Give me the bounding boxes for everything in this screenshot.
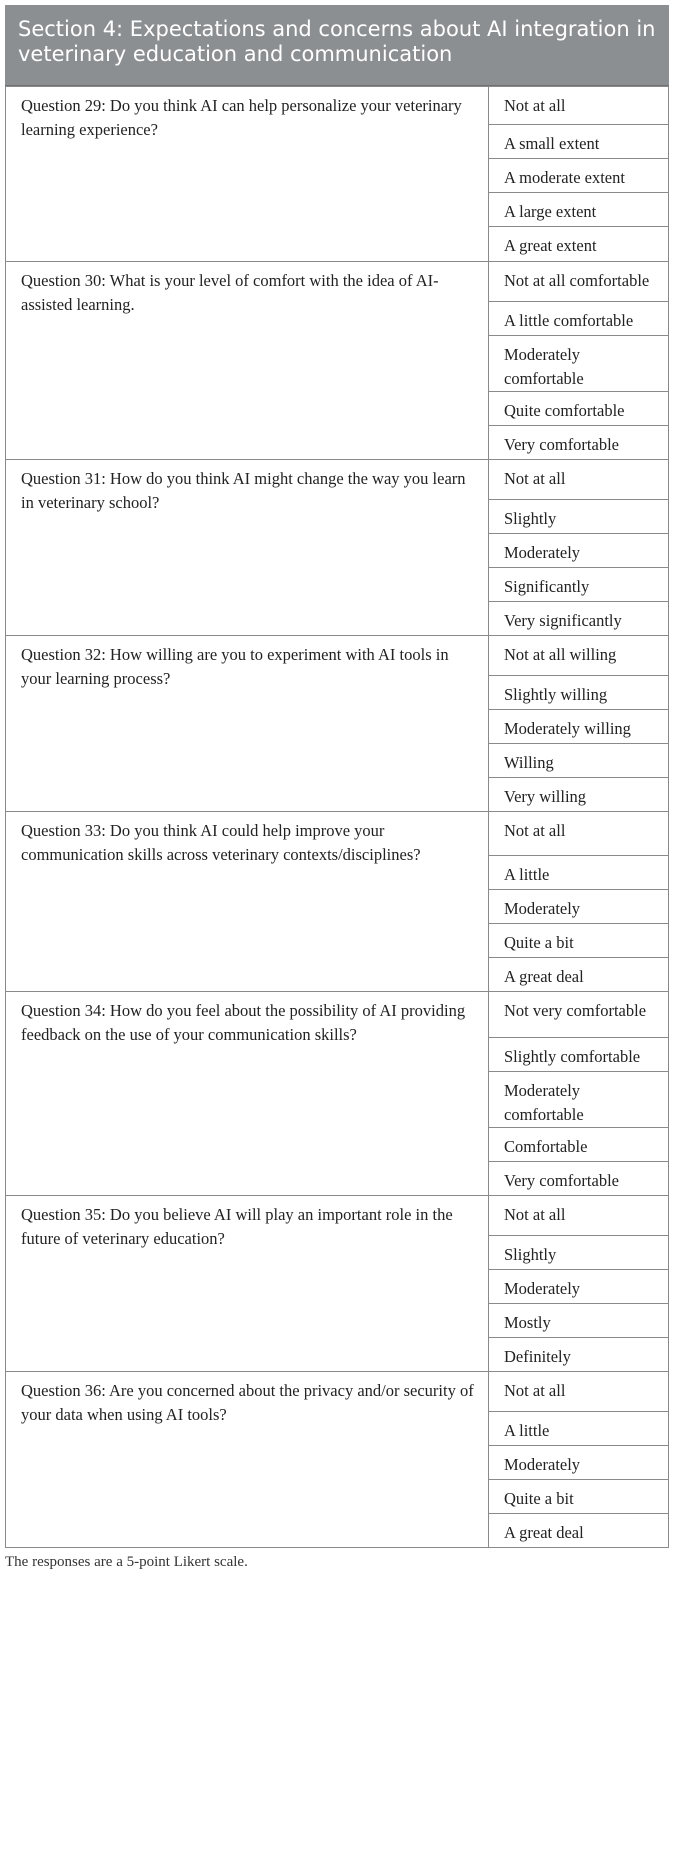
option-row: [6, 812, 669, 856]
option-row: [6, 1196, 669, 1236]
likert-option: Moderately: [489, 890, 669, 924]
likert-option: Moderately comfortable: [489, 1072, 669, 1128]
question-text: Question 32: How willing are you to experiment with AI tools in your learning process?: [6, 636, 489, 812]
likert-option: Slightly: [489, 500, 669, 534]
likert-option: Mostly: [489, 1304, 669, 1338]
likert-option: A great deal: [489, 958, 669, 992]
likert-option: A large extent: [489, 193, 669, 227]
likert-option: A small extent: [489, 125, 669, 159]
likert-option: Not at all: [489, 460, 669, 500]
likert-option: Quite comfortable: [489, 392, 669, 426]
likert-option: A little comfortable: [489, 302, 669, 336]
question-text: Question 30: What is your level of comfort with the idea of AI-assisted learning.: [6, 262, 489, 460]
question-text: Question 35: Do you believe AI will play an important role in the future of veterinary education?: [6, 1196, 489, 1372]
option-row: [6, 460, 669, 500]
likert-option: Moderately: [489, 1446, 669, 1480]
likert-option: Moderately: [489, 1270, 669, 1304]
question-text: Question 36: Are you concerned about the privacy and/or security of your data when using AI tools?: [6, 1372, 489, 1548]
likert-option: Very comfortable: [489, 1162, 669, 1196]
option-row: [6, 262, 669, 302]
likert-option: Significantly: [489, 568, 669, 602]
likert-option: Willing: [489, 744, 669, 778]
likert-option: A little: [489, 1412, 669, 1446]
option-row: [6, 1372, 669, 1412]
likert-option: Not at all: [489, 1196, 669, 1236]
likert-option: Moderately willing: [489, 710, 669, 744]
likert-option: A moderate extent: [489, 159, 669, 193]
table-footnote: The responses are a 5-point Likert scale.: [5, 1554, 248, 1570]
question-text: Question 29: Do you think AI can help personalize your veterinary learning experience?: [6, 87, 489, 262]
likert-option: Slightly comfortable: [489, 1038, 669, 1072]
survey-table-document: [5, 5, 669, 1571]
likert-option: Not at all comfortable: [489, 262, 669, 302]
likert-option: Very willing: [489, 778, 669, 812]
section-header: Section 4: Expectations and concerns about AI integration in veterinary education and communication: [5, 5, 669, 86]
likert-option: Not at all: [489, 87, 669, 125]
likert-option: Not at all: [489, 812, 669, 856]
likert-option: Not at all willing: [489, 636, 669, 676]
likert-option: Definitely: [489, 1338, 669, 1372]
likert-option: Moderately: [489, 534, 669, 568]
option-row: [6, 636, 669, 676]
question-text: Question 34: How do you feel about the possibility of AI providing feedback on the use of your communication skills?: [6, 992, 489, 1196]
likert-option: Moderately comfortable: [489, 336, 669, 392]
option-row: [6, 992, 669, 1038]
likert-option: Slightly willing: [489, 676, 669, 710]
likert-option: Not at all: [489, 1372, 669, 1412]
likert-option: Not very comfortable: [489, 992, 669, 1038]
likert-option: Slightly: [489, 1236, 669, 1270]
question-text: Question 31: How do you think AI might change the way you learn in veterinary school?: [6, 460, 489, 636]
question-text: Question 33: Do you think AI could help improve your communication skills across veterinary contexts/disciplines?: [6, 812, 489, 992]
likert-option: A great extent: [489, 227, 669, 262]
likert-option: Very comfortable: [489, 426, 669, 460]
likert-option: Quite a bit: [489, 1480, 669, 1514]
likert-option: Very significantly: [489, 602, 669, 636]
likert-option: Comfortable: [489, 1128, 669, 1162]
option-row: [6, 87, 669, 125]
likert-option: A little: [489, 856, 669, 890]
likert-option: A great deal: [489, 1514, 669, 1548]
question-table: [5, 86, 669, 1548]
likert-option: Quite a bit: [489, 924, 669, 958]
